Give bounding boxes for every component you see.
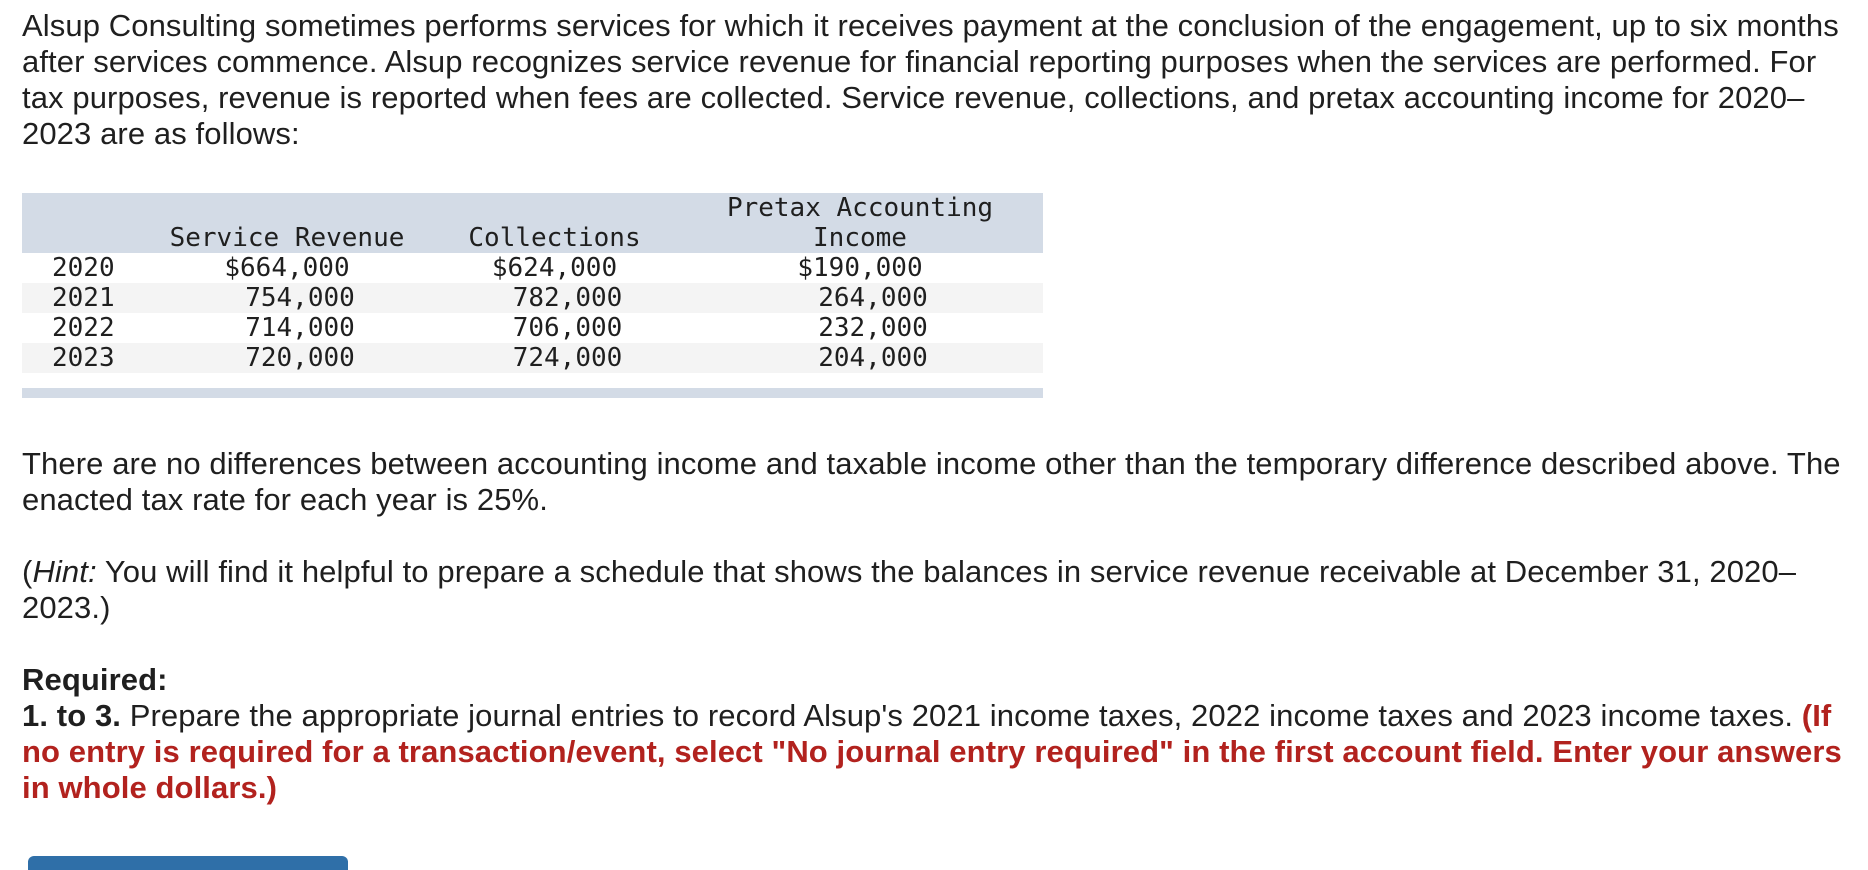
cell-collections: $624,000 bbox=[432, 253, 677, 283]
required-part-text: Prepare the appropriate journal entries to record Alsup's 2021 income taxes, 2022 income taxes and 2023 income taxes. bbox=[121, 698, 1802, 733]
header-pretax-line1: Pretax Accounting bbox=[726, 193, 994, 223]
table-header-row bbox=[22, 193, 1043, 253]
cell-pretax: $190,000 bbox=[677, 253, 1043, 283]
header-year bbox=[22, 193, 142, 253]
header-collections: Collections bbox=[432, 193, 677, 253]
header-pretax-income bbox=[677, 193, 1043, 253]
cell-year: 2022 bbox=[22, 313, 142, 343]
data-table bbox=[22, 193, 1043, 373]
header-pretax-line2: Income bbox=[813, 223, 907, 253]
required-instruction: (If no entry is required for a transaction/event, select "No journal entry required" in the first account field. Enter your answers in whole dollars.) bbox=[22, 698, 1842, 805]
intro-paragraph: Alsup Consulting sometimes performs services for which it receives payment at the conclusion of the engagement, up to six months after services commence. Alsup recognizes service revenue for financial reporting purposes when the services are performed. For tax purposes, revenue is reported when fees are collected. Service revenue, collections, and pretax accounting income for 2020–2023 are as follows: bbox=[22, 8, 1839, 151]
hint-label: Hint: bbox=[32, 554, 97, 589]
table-row bbox=[22, 343, 1043, 373]
hint-open-paren: ( bbox=[22, 554, 33, 589]
required-part-label: 1. to 3. bbox=[22, 698, 121, 733]
cell-year: 2020 bbox=[22, 253, 142, 283]
tax-rate-paragraph: There are no differences between accounting income and taxable income other than the temporary difference described above. The enacted tax rate for each year is 25%. bbox=[22, 446, 1841, 517]
cell-pretax: 204,000 bbox=[677, 343, 1043, 373]
cell-pretax: 264,000 bbox=[677, 283, 1043, 313]
hint-paragraph bbox=[22, 554, 1852, 626]
problem-content bbox=[22, 8, 1852, 806]
cell-service-revenue: 720,000 bbox=[142, 343, 432, 373]
table-row bbox=[22, 283, 1043, 313]
table-bottom-bar bbox=[22, 388, 1043, 398]
cell-service-revenue: 754,000 bbox=[142, 283, 432, 313]
cell-year: 2023 bbox=[22, 343, 142, 373]
cell-collections: 782,000 bbox=[432, 283, 677, 313]
cell-pretax: 232,000 bbox=[677, 313, 1043, 343]
cell-service-revenue: $664,000 bbox=[142, 253, 432, 283]
answer-tab-button[interactable] bbox=[28, 856, 348, 870]
header-service-revenue: Service Revenue bbox=[142, 193, 432, 253]
cell-service-revenue: 714,000 bbox=[142, 313, 432, 343]
required-section bbox=[22, 662, 1852, 806]
cell-collections: 724,000 bbox=[432, 343, 677, 373]
table-row bbox=[22, 313, 1043, 343]
required-heading: Required: bbox=[22, 662, 168, 697]
cell-collections: 706,000 bbox=[432, 313, 677, 343]
cell-year: 2021 bbox=[22, 283, 142, 313]
data-table-wrapper bbox=[22, 193, 1043, 398]
table-row bbox=[22, 253, 1043, 283]
hint-text: You will find it helpful to prepare a schedule that shows the balances in service revenue receivable at December 31, 2020–2023.) bbox=[22, 554, 1797, 625]
